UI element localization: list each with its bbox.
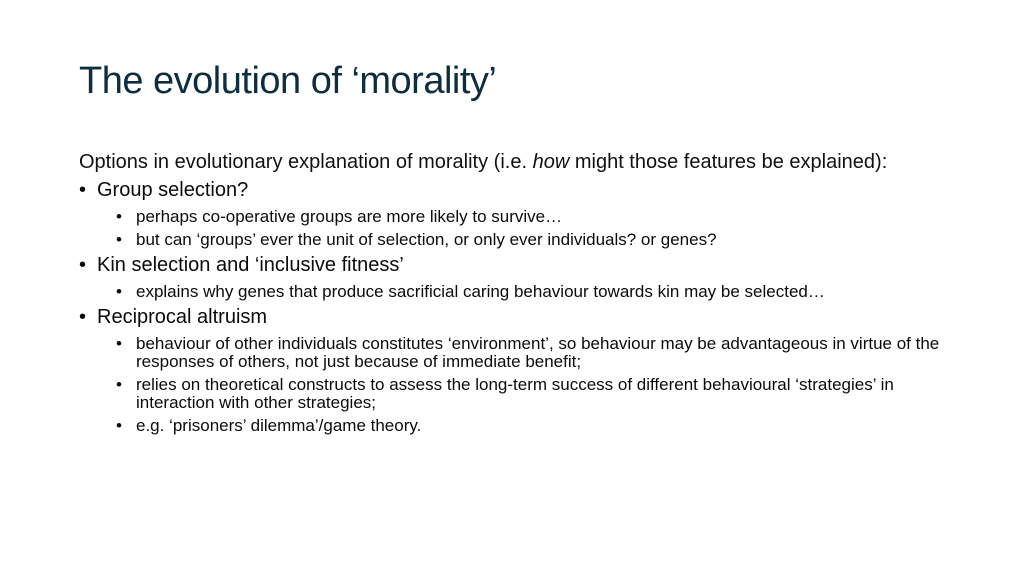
sub-list bbox=[97, 208, 959, 249]
bullet-icon: • bbox=[116, 282, 122, 301]
option-reciprocal-altruism bbox=[79, 304, 959, 435]
sub-item-text: perhaps co-operative groups are more likely to survive… bbox=[136, 207, 563, 226]
option-label: Group selection? bbox=[97, 179, 249, 201]
sub-list-item bbox=[97, 231, 959, 249]
bullet-icon: • bbox=[116, 334, 122, 353]
slide-title: The evolution of ‘morality’ bbox=[79, 60, 497, 102]
sub-item-text: but can ‘groups’ ever the unit of selection, or only ever individuals? or genes? bbox=[136, 230, 717, 249]
sub-list-item bbox=[97, 283, 959, 301]
bullet-icon: • bbox=[116, 207, 122, 226]
sub-item-text: e.g. ‘prisoners’ dilemma’/game theory. bbox=[136, 416, 422, 435]
options-list bbox=[79, 177, 959, 435]
intro-text-emphasis: how bbox=[532, 151, 570, 173]
slide-body bbox=[79, 151, 959, 438]
option-group-selection bbox=[79, 177, 959, 249]
bullet-icon: • bbox=[79, 306, 87, 328]
sub-item-text: behaviour of other individuals constitutes ‘environment’, so behaviour may be advantageous in virtue of the responses of others, not just because of immediate benefit; bbox=[136, 334, 940, 371]
sub-list bbox=[97, 335, 959, 435]
option-kin-selection bbox=[79, 252, 959, 301]
bullet-icon: • bbox=[79, 254, 87, 276]
bullet-icon: • bbox=[116, 416, 122, 435]
sub-list bbox=[97, 283, 959, 301]
sub-list-item bbox=[97, 208, 959, 226]
intro-text-start: Options in evolutionary explanation of morality (i.e. bbox=[79, 151, 533, 173]
sub-list-item bbox=[97, 335, 959, 371]
sub-list-item bbox=[97, 417, 959, 435]
bullet-icon: • bbox=[116, 375, 122, 394]
bullet-icon: • bbox=[79, 179, 87, 201]
option-label: Reciprocal altruism bbox=[97, 306, 268, 328]
intro-text bbox=[79, 151, 959, 173]
sub-list-item bbox=[97, 376, 959, 412]
intro-text-end: might those features be explained): bbox=[569, 151, 888, 173]
sub-item-text: explains why genes that produce sacrificial caring behaviour towards kin may be selected… bbox=[136, 282, 825, 301]
option-label: Kin selection and ‘inclusive fitness’ bbox=[97, 254, 404, 276]
bullet-icon: • bbox=[116, 230, 122, 249]
sub-item-text: relies on theoretical constructs to assess the long-term success of different behavioural ‘strategies’ in interaction with other strategies; bbox=[136, 375, 894, 412]
